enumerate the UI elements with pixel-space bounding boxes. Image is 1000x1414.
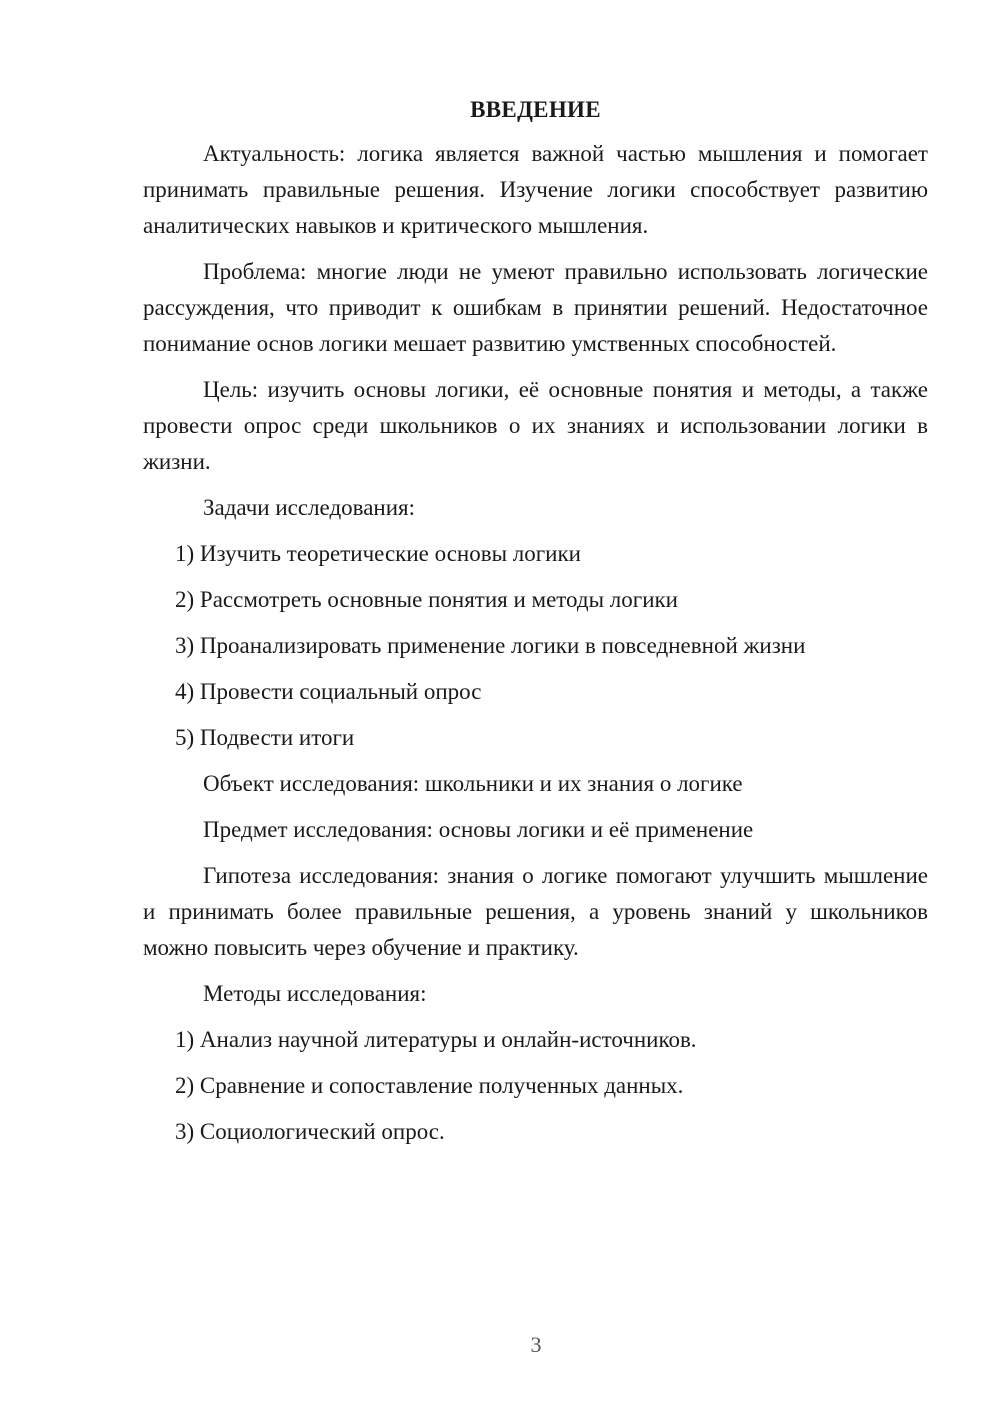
goal-paragraph: Цель: изучить основы логики, её основные понятия и методы, а также провести опрос среди школьников о их знаниях и использовании логики в жизни. <box>143 377 928 474</box>
page-number: 3 <box>530 1332 542 1357</box>
method-item: 1) Анализ научной литературы и онлайн-источников. <box>175 1027 697 1052</box>
section-title: ВВЕДЕНИЕ <box>470 97 601 122</box>
methods-heading: Методы исследования: <box>203 981 427 1006</box>
method-item: 2) Сравнение и сопоставление полученных данных. <box>175 1073 684 1098</box>
research-subject: Предмет исследования: основы логики и её применение <box>203 817 754 842</box>
method-item: 3) Социологический опрос. <box>175 1119 445 1144</box>
tasks-heading: Задачи исследования: <box>203 495 416 520</box>
task-item: 4) Провести социальный опрос <box>175 679 482 704</box>
relevance-paragraph: Актуальность: логика является важной частью мышления и помогает принимать правильные решения. Изучение логики способствует развитию аналитических навыков и критического мышления. <box>143 141 928 238</box>
task-item: 2) Рассмотреть основные понятия и методы логики <box>175 587 678 612</box>
problem-paragraph: Проблема: многие люди не умеют правильно использовать логические рассуждения, что приводит к ошибкам в принятии решений. Недостаточное понимание основ логики мешает развитию умственных способностей. <box>143 259 928 356</box>
page-content <box>143 92 928 1160</box>
research-object: Объект исследования: школьники и их знания о логике <box>203 771 743 796</box>
task-item: 1) Изучить теоретические основы логики <box>175 541 581 566</box>
hypothesis-paragraph: Гипотеза исследования: знания о логике помогают улучшить мышление и принимать более правильные решения, а уровень знаний у школьников можно повысить через обучение и практику. <box>143 863 928 960</box>
task-item: 3) Проанализировать применение логики в повседневной жизни <box>175 633 806 658</box>
task-item: 5) Подвести итоги <box>175 725 355 750</box>
methods-list <box>143 1022 928 1150</box>
tasks-list <box>143 536 928 756</box>
